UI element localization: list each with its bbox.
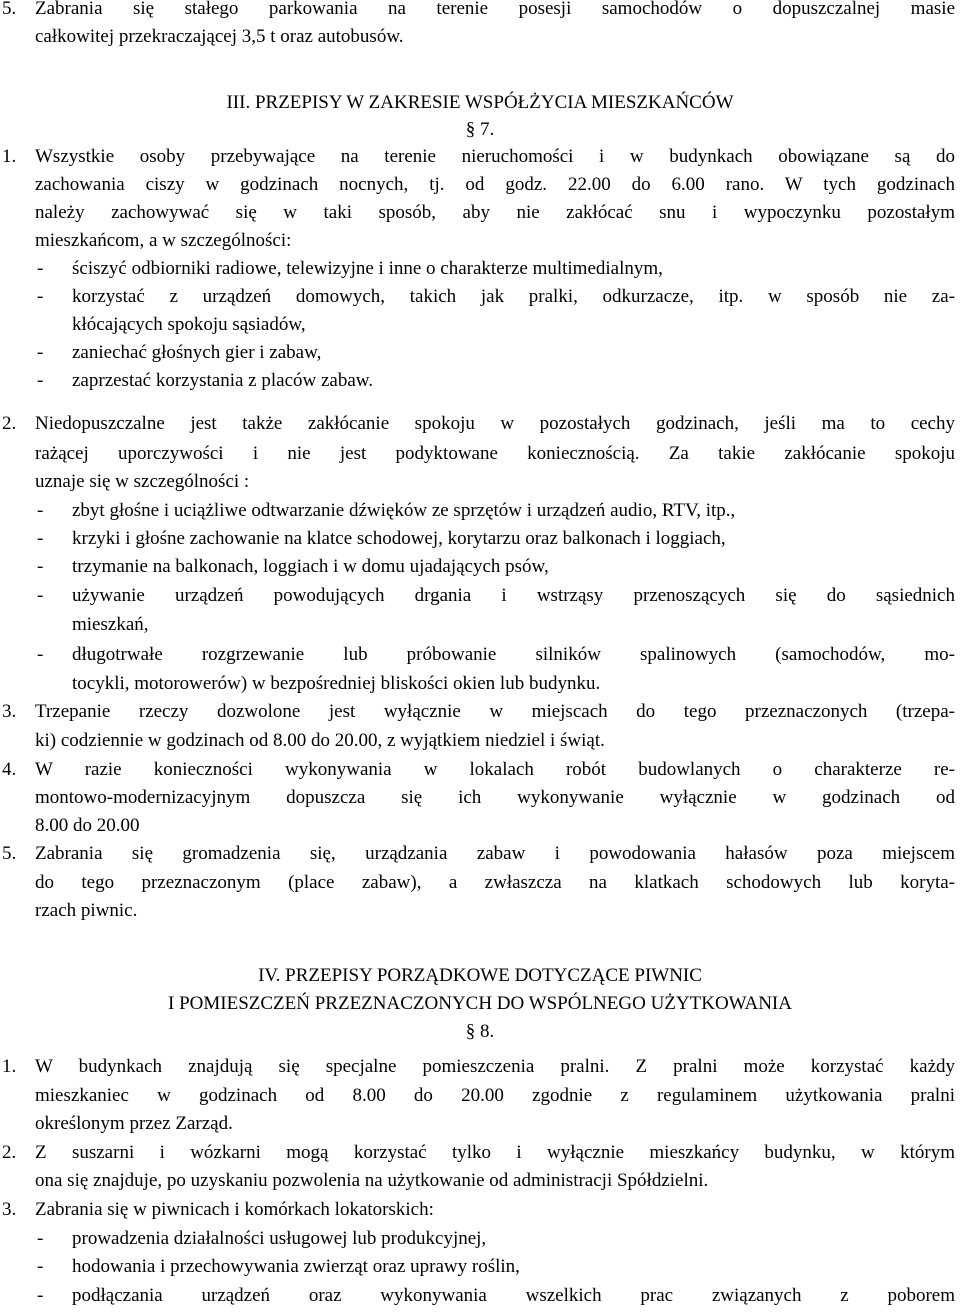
body-text-line: Zabrania się stałego parkowania na terenie posesji samochodów o dopuszczalnej masie — [35, 0, 955, 19]
bullet-dash: - — [37, 342, 44, 363]
bullet-text: prowadzenia działalności usługowej lub produkcyjnej, — [72, 1228, 487, 1249]
body-text-line: Z suszarni i wózkarni mogą korzystać tylko i wyłącznie mieszkańcy budynku, w którym — [35, 1142, 955, 1163]
bullet-text: mieszkań, — [72, 614, 149, 635]
bullet-dash: - — [37, 1256, 44, 1277]
bullet-text: zaniechać głośnych gier i zabaw, — [72, 342, 322, 363]
bullet-text: korzystać z urządzeń domowych, takich jak pralki, odkurzacze, itp. w sposób nie za- — [72, 286, 955, 307]
bullet-dash: - — [37, 370, 44, 391]
bullet-dash: - — [37, 556, 44, 577]
body-text-line: mieszkaniec w godzinach od 8.00 do 20.00 zgodnie z regulaminem użytkowania pralni — [35, 1085, 955, 1106]
body-text-line: ona się znajduje, po uzyskaniu pozwolenia na użytkowanie od administracji Spółdzielni. — [35, 1170, 709, 1191]
bullet-text: podłączania urządzeń oraz wykonywania wszelkich prac związanych z poborem — [72, 1285, 955, 1306]
body-text-line: W budynkach znajdują się specjalne pomieszczenia pralni. Z pralni może korzystać każdy — [35, 1056, 955, 1077]
bullet-dash: - — [37, 286, 44, 307]
paragraph-number: § 7. — [465, 119, 495, 140]
bullet-dash: - — [37, 1228, 44, 1249]
paragraph-number: § 8. — [465, 1021, 495, 1042]
item-number: 2. — [2, 413, 17, 434]
bullet-text: tocykli, motorowerów) w bezpośredniej bliskości okien lub budynku. — [72, 673, 601, 694]
bullet-text: trzymanie na balkonach, loggiach i w domu ujadających psów, — [72, 556, 549, 577]
body-text-line: mieszkańcom, a w szczególności: — [35, 230, 292, 251]
item-number: 3. — [2, 701, 17, 722]
body-text-line: 8.00 do 20.00 — [35, 815, 140, 836]
bullet-dash: - — [37, 585, 44, 606]
item-number: 5. — [2, 843, 17, 864]
body-text-line: do tego przeznaczonym (place zabaw), a zwłaszcza na klatkach schodowych lub koryta- — [35, 872, 955, 893]
body-text-line: Niedopuszczalne jest także zakłócanie spokoju w pozostałych godzinach, jeśli ma to cechy — [35, 413, 955, 434]
body-text-line: Trzepanie rzeczy dozwolone jest wyłącznie w miejscach do tego przeznaczonych (trzepa- — [35, 701, 955, 722]
body-text-line: W razie konieczności wykonywania w lokalach robót budowlanych o charakterze re- — [35, 759, 955, 780]
body-text-line: Wszystkie osoby przebywające na terenie nieruchomości i w budynkach obowiązane są do — [35, 146, 955, 167]
body-text-line: rażącej uporczywości i nie jest podyktowane koniecznością. Za takie zakłócanie spokoju — [35, 443, 955, 464]
item-number: 1. — [2, 146, 17, 167]
body-text-line: całkowitej przekraczającej 3,5 t oraz autobusów. — [35, 26, 404, 47]
body-text-line: Zabrania się gromadzenia się, urządzania zabaw i powodowania hałasów poza miejscem — [35, 843, 955, 864]
body-text-line: montowo-modernizacyjnym dopuszcza się ich wykonywanie wyłącznie w godzinach od — [35, 787, 955, 808]
bullet-text: zaprzestać korzystania z placów zabaw. — [72, 370, 374, 391]
bullet-text: krzyki i głośne zachowanie na klatce schodowej, korytarzu oraz balkonach i loggiach, — [72, 528, 726, 549]
section-heading: III. PRZEPISY W ZAKRESIE WSPÓŁŻYCIA MIESZKAŃCÓW — [226, 92, 734, 113]
item-number: 1. — [2, 1056, 17, 1077]
body-text-line: Zabrania się w piwnicach i komórkach lokatorskich: — [35, 1199, 434, 1220]
bullet-dash: - — [37, 500, 44, 521]
body-text-line: zachowania ciszy w godzinach nocnych, tj. od godz. 22.00 do 6.00 rano. W tych godzinach — [35, 174, 955, 195]
bullet-dash: - — [37, 258, 44, 279]
bullet-text: długotrwałe rozgrzewanie lub próbowanie silników spalinowych (samochodów, mo- — [72, 644, 955, 665]
body-text-line: należy zachowywać się w taki sposób, aby nie zakłócać snu i wypoczynku pozostałym — [35, 202, 955, 223]
body-text-line: uznaje się w szczególności : — [35, 471, 250, 492]
section-heading: I POMIESZCZEŃ PRZEZNACZONYCH DO WSPÓLNEGO UŻYTKOWANIA — [168, 993, 792, 1014]
bullet-dash: - — [37, 644, 44, 665]
bullet-dash: - — [37, 1285, 44, 1306]
item-number: 4. — [2, 759, 17, 780]
item-number: 2. — [2, 1142, 17, 1163]
body-text-line: określonym przez Zarząd. — [35, 1113, 233, 1134]
section-heading: IV. PRZEPISY PORZĄDKOWE DOTYCZĄCE PIWNIC — [258, 965, 702, 986]
bullet-dash: - — [37, 528, 44, 549]
bullet-text: ściszyć odbiorniki radiowe, telewizyjne i inne o charakterze multimedialnym, — [72, 258, 663, 279]
bullet-text: używanie urządzeń powodujących drgania i wstrząsy przenoszących się do sąsiednich — [72, 585, 955, 606]
bullet-text: zbyt głośne i uciążliwe odtwarzanie dźwięków ze sprzętów i urządzeń audio, RTV, itp., — [72, 500, 736, 521]
body-text-line: ki) codziennie w godzinach od 8.00 do 20.00, z wyjątkiem niedziel i świąt. — [35, 730, 605, 751]
bullet-text: hodowania i przechowywania zwierząt oraz uprawy roślin, — [72, 1256, 520, 1277]
item-number: 5. — [2, 0, 17, 19]
body-text-line: rzach piwnic. — [35, 900, 138, 921]
bullet-text: kłócających spokoju sąsiadów, — [72, 314, 306, 335]
item-number: 3. — [2, 1199, 17, 1220]
